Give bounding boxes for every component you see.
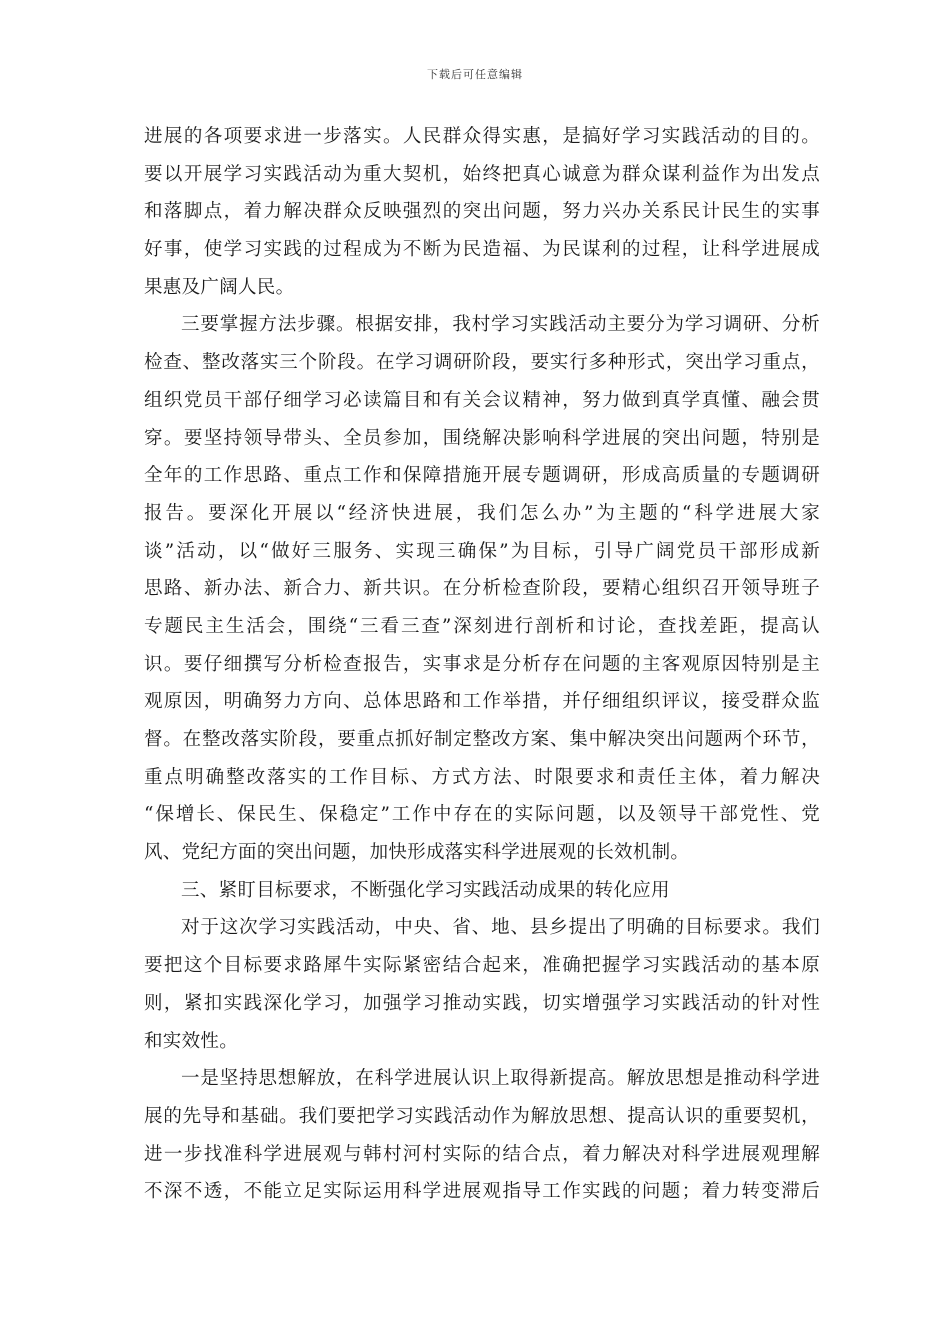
text-line: 和落脚点，着力解决群众反映强烈的突出问题，努力兴办关系民计民生的实事 (144, 201, 820, 223)
text-line: 重点明确整改落实的工作目标、方式方法、时限要求和责任主体，着力解决 (144, 766, 820, 788)
text-line: 组织党员干部仔细学习必读篇目和有关会议精神，努力做到真学真懂、融会贯 (144, 389, 820, 411)
text-line: 要以开展学习实践活动为重大契机，始终把真心诚意为群众谋利益作为出发点 (144, 163, 820, 185)
text-line: 进展的各项要求进一步落实。人民群众得实惠，是搞好学习实践活动的目的。 (144, 126, 820, 147)
text-line: 报告。要深化开展以“经济快进展，我们怎么办”为主题的“科学进展大家 (144, 502, 820, 524)
text-line: 检查、整改落实三个阶段。在学习调研阶段，要实行多种形式，突出学习重点， (144, 352, 820, 374)
text-line: 果惠及广阔人民。 (144, 276, 295, 298)
text-line: 好事，使学习实践的过程成为不断为民造福、为民谋利的过程，让科学进展成 (144, 239, 820, 261)
text-line: 三要掌握方法步骤。根据安排，我村学习实践活动主要分为学习调研、分析 (181, 314, 820, 336)
text-line: 思路、新办法、新合力、新共识。在分析检查阶段，要精心组织召开领导班子 (144, 578, 820, 600)
text-line: 和实效性。 (144, 1030, 239, 1052)
text-line: “保增长、保民生、保稳定”工作中存在的实际问题，以及领导干部党性、党 (144, 804, 820, 826)
text-line: 专题民主生活会，围绕“三看三查”深刻进行剖析和讨论，查找差距，提高认 (144, 615, 820, 637)
text-line: 则，紧扣实践深化学习，加强学习推动实践，切实增强学习实践活动的针对性 (144, 992, 820, 1014)
text-line: 督。在整改落实阶段，要重点抓好制定整改方案、集中解决突出问题两个环节， (144, 729, 820, 750)
text-line: 进一步找准科学进展观与韩村河村实际的结合点，着力解决对科学进展观理解 (144, 1143, 820, 1165)
text-line: 风、党纪方面的突出问题，加快形成落实科学进展观的长效机制。 (144, 842, 690, 864)
text-line: 不深不透，不能立足实际运用科学进展观指导工作实践的问题；着力转变滞后 (144, 1181, 820, 1203)
page-header-note: 下载后可任意编辑 (427, 68, 523, 81)
text-line: 识。要仔细撰写分析检查报告，实事求是分析存在问题的主客观原因特别是主 (144, 653, 820, 675)
text-line: 穿。要坚持领导带头、全员参加，围绕解决影响科学进展的突出问题，特别是 (144, 427, 820, 449)
text-line: 全年的工作思路、重点工作和保障措施开展专题调研，形成高质量的专题调研 (144, 465, 820, 487)
text-line: 谈”活动，以“做好三服务、实现三确保”为目标，引导广阔党员干部形成新 (144, 540, 820, 562)
text-line: 展的先导和基础。我们要把学习实践活动作为解放思想、提高认识的重要契机， (144, 1105, 820, 1127)
text-line: 对于这次学习实践活动，中央、省、地、县乡提出了明确的目标要求。我们 (181, 917, 820, 939)
text-line: 三、紧盯目标要求，不断强化学习实践活动成果的转化应用 (181, 879, 670, 901)
document-body (144, 118, 820, 1211)
text-line: 一是坚持思想解放，在科学进展认识上取得新提高。解放思想是推动科学进 (181, 1068, 820, 1090)
text-line: 观原因，明确努力方向、总体思路和工作举措，并仔细组织评议，接受群众监 (144, 691, 820, 713)
text-line: 要把这个目标要求路犀牛实际紧密结合起来，准确把握学习实践活动的基本原 (144, 955, 820, 977)
